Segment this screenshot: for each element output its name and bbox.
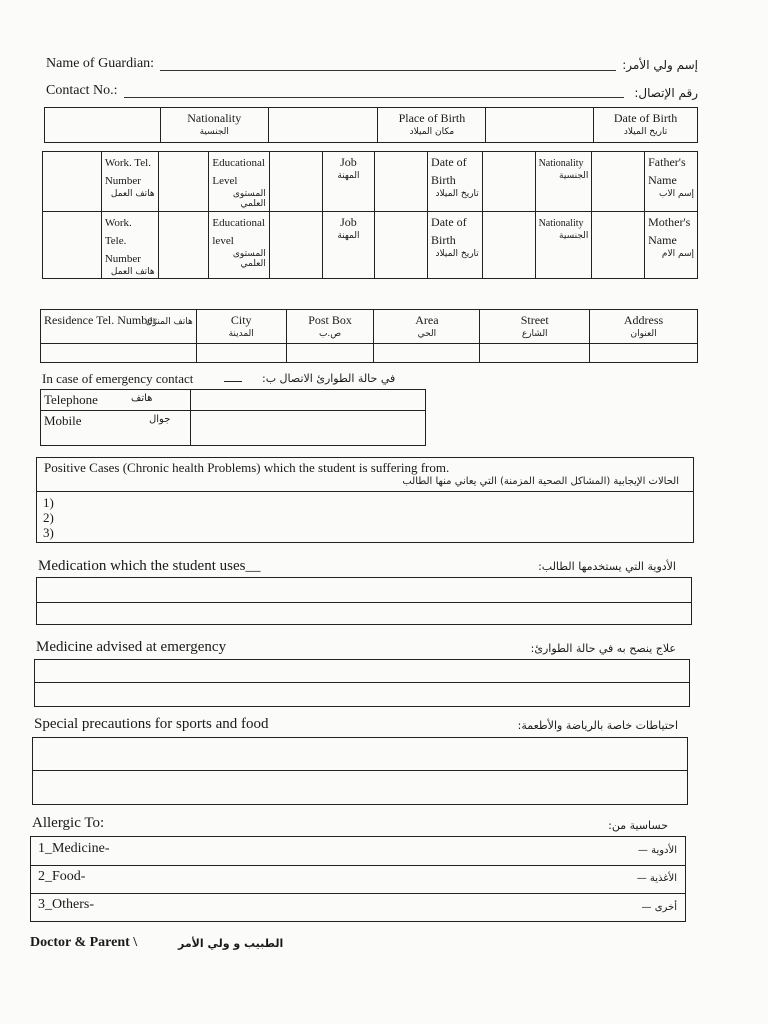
father-name-header: Father's Name إسم الاب bbox=[645, 152, 698, 212]
date-of-birth-header: Date of Birth تاريخ الميلاد bbox=[594, 108, 698, 143]
mother-nationality-value[interactable] bbox=[482, 212, 535, 279]
health-item-2[interactable]: 2) bbox=[43, 510, 54, 525]
place-of-birth-header: Place of Birth مكان الميلاد bbox=[378, 108, 486, 143]
allergy-row-food[interactable] bbox=[31, 866, 685, 894]
allergic-label: Allergic To: bbox=[32, 815, 105, 831]
date-of-birth-value[interactable] bbox=[486, 108, 594, 143]
mother-edu-value[interactable] bbox=[158, 212, 209, 279]
allergic-box bbox=[30, 836, 686, 922]
allergy-food-label: 2_Food- bbox=[38, 869, 86, 884]
medicine-emergency-label-ar: علاج ينصح به في حالة الطوارئ: bbox=[530, 642, 676, 655]
health-problems-box bbox=[36, 457, 694, 543]
health-title: Positive Cases (Chronic health Problems) which the student is suffering from. bbox=[44, 460, 450, 475]
guardian-name-field[interactable] bbox=[160, 70, 616, 71]
father-nationality-header: Nationality الجنسية bbox=[535, 152, 592, 212]
father-work-tel-value[interactable] bbox=[43, 152, 102, 212]
allergy-others-label: 3_Others- bbox=[38, 897, 94, 912]
allergy-medicine-label: 1_Medicine- bbox=[38, 841, 110, 856]
nationality-header: Nationality الجنسية bbox=[160, 108, 268, 143]
mother-job-header: Job المهنة bbox=[322, 212, 375, 279]
mother-work-tel-header: Work. Tele. Number هاتف العمل bbox=[101, 212, 158, 279]
address-table bbox=[40, 309, 698, 363]
father-name-value[interactable] bbox=[592, 152, 645, 212]
contact-label: Contact No.: bbox=[46, 83, 118, 98]
allergy-food-label-ar: الأغذية — bbox=[636, 873, 677, 884]
emergency-label: In case of emergency contact bbox=[42, 371, 194, 386]
residence-tel-header: Residence Tel. Number هاتف المنزل bbox=[41, 310, 197, 344]
residence-tel-value[interactable] bbox=[41, 344, 197, 363]
footer-label: Doctor & Parent \ bbox=[30, 935, 138, 950]
emergency-dash bbox=[224, 381, 242, 382]
allergy-others-label-ar: أخرى — bbox=[641, 902, 677, 913]
allergy-row-medicine[interactable] bbox=[31, 837, 685, 865]
allergy-row-others[interactable] bbox=[31, 894, 685, 922]
father-nationality-value[interactable] bbox=[482, 152, 535, 212]
footer-label-ar: الطبيب و ولي الأمر bbox=[178, 937, 284, 950]
post-box-value[interactable] bbox=[286, 344, 374, 363]
medicine-emergency-label: Medicine advised at emergency bbox=[36, 639, 227, 655]
father-dob-header: Date of Birth تاريخ الميلاد bbox=[428, 152, 483, 212]
precautions-label-ar: احتياطات خاصة بالرياضة والأطعمة: bbox=[517, 719, 678, 732]
telephone-header: Telephone هاتف bbox=[41, 390, 191, 411]
medication-row-divider bbox=[37, 602, 691, 603]
mother-dob-value[interactable] bbox=[375, 212, 428, 279]
medication-box[interactable] bbox=[36, 577, 692, 625]
mobile-value[interactable] bbox=[191, 411, 426, 446]
emergency-label-ar: في حالة الطوارئ الاتصال ب: bbox=[262, 372, 396, 385]
address-value[interactable] bbox=[590, 344, 698, 363]
street-header: Street الشارع bbox=[480, 310, 590, 344]
medication-label: Medication which the student uses__ bbox=[38, 558, 261, 574]
guardian-name-label-ar: إسم ولي الأمر: bbox=[622, 58, 698, 72]
mother-name-header: Mother's Name إسم الام bbox=[645, 212, 698, 279]
precautions-label: Special precautions for sports and food bbox=[34, 716, 269, 732]
mother-name-value[interactable] bbox=[592, 212, 645, 279]
guardian-name-label: Name of Guardian: bbox=[46, 56, 155, 71]
father-edu-value[interactable] bbox=[158, 152, 209, 212]
health-title-ar: الحالات الإيجابية (المشاكل الصحية المزمنة) التي يعاني منها الطالب bbox=[402, 476, 679, 487]
mother-dob-header: Date of Birth تاريخ الميلاد bbox=[428, 212, 483, 279]
health-items bbox=[43, 495, 54, 540]
allergic-label-ar: حساسية من: bbox=[608, 819, 668, 832]
mother-job-value[interactable] bbox=[269, 212, 322, 279]
post-box-header: Post Box ص.ب bbox=[286, 310, 374, 344]
father-work-tel-header: Work. Tel. Number هاتف العمل bbox=[101, 152, 158, 212]
nationality-value[interactable] bbox=[45, 108, 161, 143]
student-info-table bbox=[44, 107, 698, 143]
mother-work-tel-value[interactable] bbox=[43, 212, 102, 279]
place-of-birth-value[interactable] bbox=[268, 108, 378, 143]
mother-nationality-header: Nationality الجنسية bbox=[535, 212, 592, 279]
address-header: Address العنوان bbox=[590, 310, 698, 344]
father-job-header: Job المهنة bbox=[322, 152, 375, 212]
contact-field[interactable] bbox=[124, 97, 624, 98]
precautions-box[interactable] bbox=[32, 737, 688, 805]
precautions-row-divider bbox=[33, 770, 687, 771]
father-edu-header: Educational Level المستوى العلمي bbox=[209, 152, 269, 212]
health-divider bbox=[37, 491, 693, 492]
allergy-medicine-label-ar: الأدوية — bbox=[637, 845, 677, 856]
city-header: City المدينة bbox=[196, 310, 286, 344]
medicine-emergency-box[interactable] bbox=[34, 659, 690, 707]
health-item-3[interactable]: 3) bbox=[43, 525, 54, 540]
medicine-emergency-row-divider bbox=[35, 682, 689, 683]
city-value[interactable] bbox=[196, 344, 286, 363]
medication-label-ar: الأدوية التي يستخدمها الطالب: bbox=[538, 560, 676, 573]
area-value[interactable] bbox=[374, 344, 480, 363]
father-dob-value[interactable] bbox=[375, 152, 428, 212]
contact-label-ar: رقم الإتصال: bbox=[634, 86, 698, 100]
mobile-header: Mobile جوال bbox=[41, 411, 191, 446]
father-job-value[interactable] bbox=[269, 152, 322, 212]
mother-edu-header: Educational level المستوى العلمي bbox=[209, 212, 269, 279]
telephone-value[interactable] bbox=[191, 390, 426, 411]
health-item-1[interactable]: 1) bbox=[43, 495, 54, 510]
street-value[interactable] bbox=[480, 344, 590, 363]
area-header: Area الحي bbox=[374, 310, 480, 344]
emergency-table bbox=[40, 389, 426, 446]
parents-table bbox=[42, 151, 698, 279]
